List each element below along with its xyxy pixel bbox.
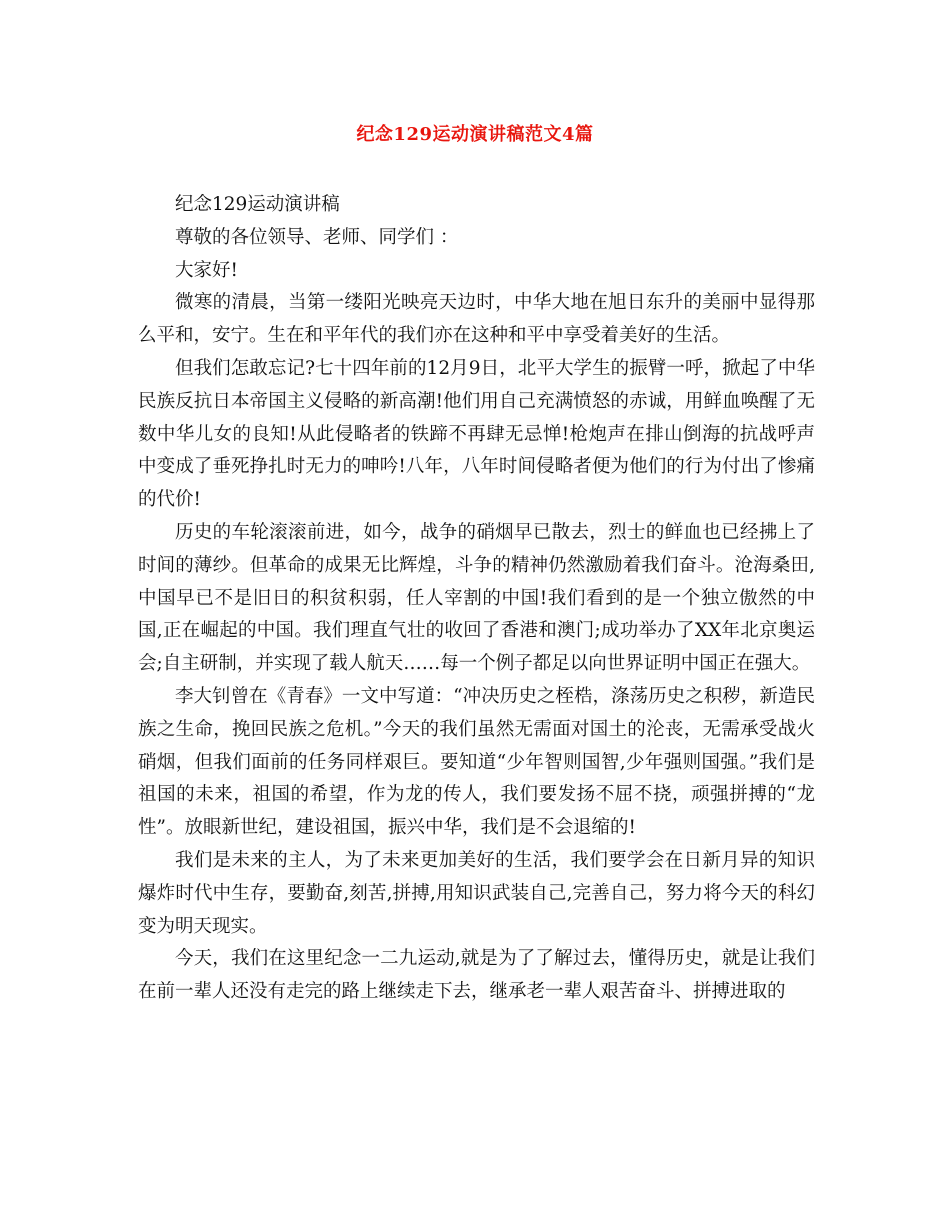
paragraph: 我们是未来的主人，为了未来更加美好的生活，我们要学会在日新月异的知识爆炸时代中生存，要勤奋,刻苦,拼搏,用知识武装自己,完善自己，努力将今天的科幻变为明天现实。: [138, 849, 815, 937]
document-title: 纪念129运动演讲稿范文4篇: [356, 124, 594, 145]
paragraph: 历史的车轮滚滚前进，如今，战争的硝烟早已散去，烈士的鲜血也已经拂上了时间的薄纱。但革命的成果无比辉煌，斗争的精神仍然激励着我们奋斗。沧海桑田,中国早已不是旧日的积贫积弱，任人宰割的中国!我们看到的是一个独立傲然的中国,正在崛起的中国。我们理直气壮的收回了香港和澳门;成功举办了XX年北京奥运会;自主研制，并实现了载人航天……每一个例子都足以向世界证明中国正在强大。: [138, 521, 815, 675]
document-body: [138, 189, 815, 1009]
paragraph-salutation: 尊敬的各位领导、老师、同学们 ：: [175, 226, 459, 248]
paragraph: 今天，我们在这里纪念一二九运动,就是为了了解过去，懂得历史，就是让我们在前一辈人还没有走完的路上继续走下去，继承老一辈人艰苦奋斗、拼搏进取的: [138, 948, 815, 1003]
paragraph-greeting: 大家好!: [175, 259, 238, 281]
paragraph: 但我们怎敢忘记?七十四年前的12月9日，北平大学生的振臂一呼，掀起了中华民族反抗日本帝国主义侵略的新高潮!他们用自己充满愤怒的赤诚，用鲜血唤醒了无数中华儿女的良知!从此侵略者的铁蹄不再肆无忌惮!枪炮声在排山倒海的抗战呼声中变成了垂死挣扎时无力的呻吟!八年，八年时间侵略者便为他们的行为付出了惨痛的代价!: [138, 357, 815, 511]
paragraph: 微寒的清晨，当第一缕阳光映亮天边时，中华大地在旭日东升的美丽中显得那么平和，安宁。生在和平年代的我们亦在这种和平中享受着美好的生活。: [138, 292, 815, 347]
paragraph-heading: 纪念129运动演讲稿: [175, 194, 340, 215]
paragraph: 李大钊曾在《青春》一文中写道：“冲决历史之桎梏，涤荡历史之积秽，新造民族之生命，挽回民族之危机。”今天的我们虽然无需面对国土的沦丧，无需承受战火硝烟，但我们面前的任务同样艰巨。要知道“少年智则国智,少年强则国强。”我们是祖国的未来，祖国的希望，作为龙的传人，我们要发扬不屈不挠，顽强拼搏的“龙性”。放眼新世纪，建设祖国，振兴中华，我们是不会退缩的!: [138, 685, 815, 839]
